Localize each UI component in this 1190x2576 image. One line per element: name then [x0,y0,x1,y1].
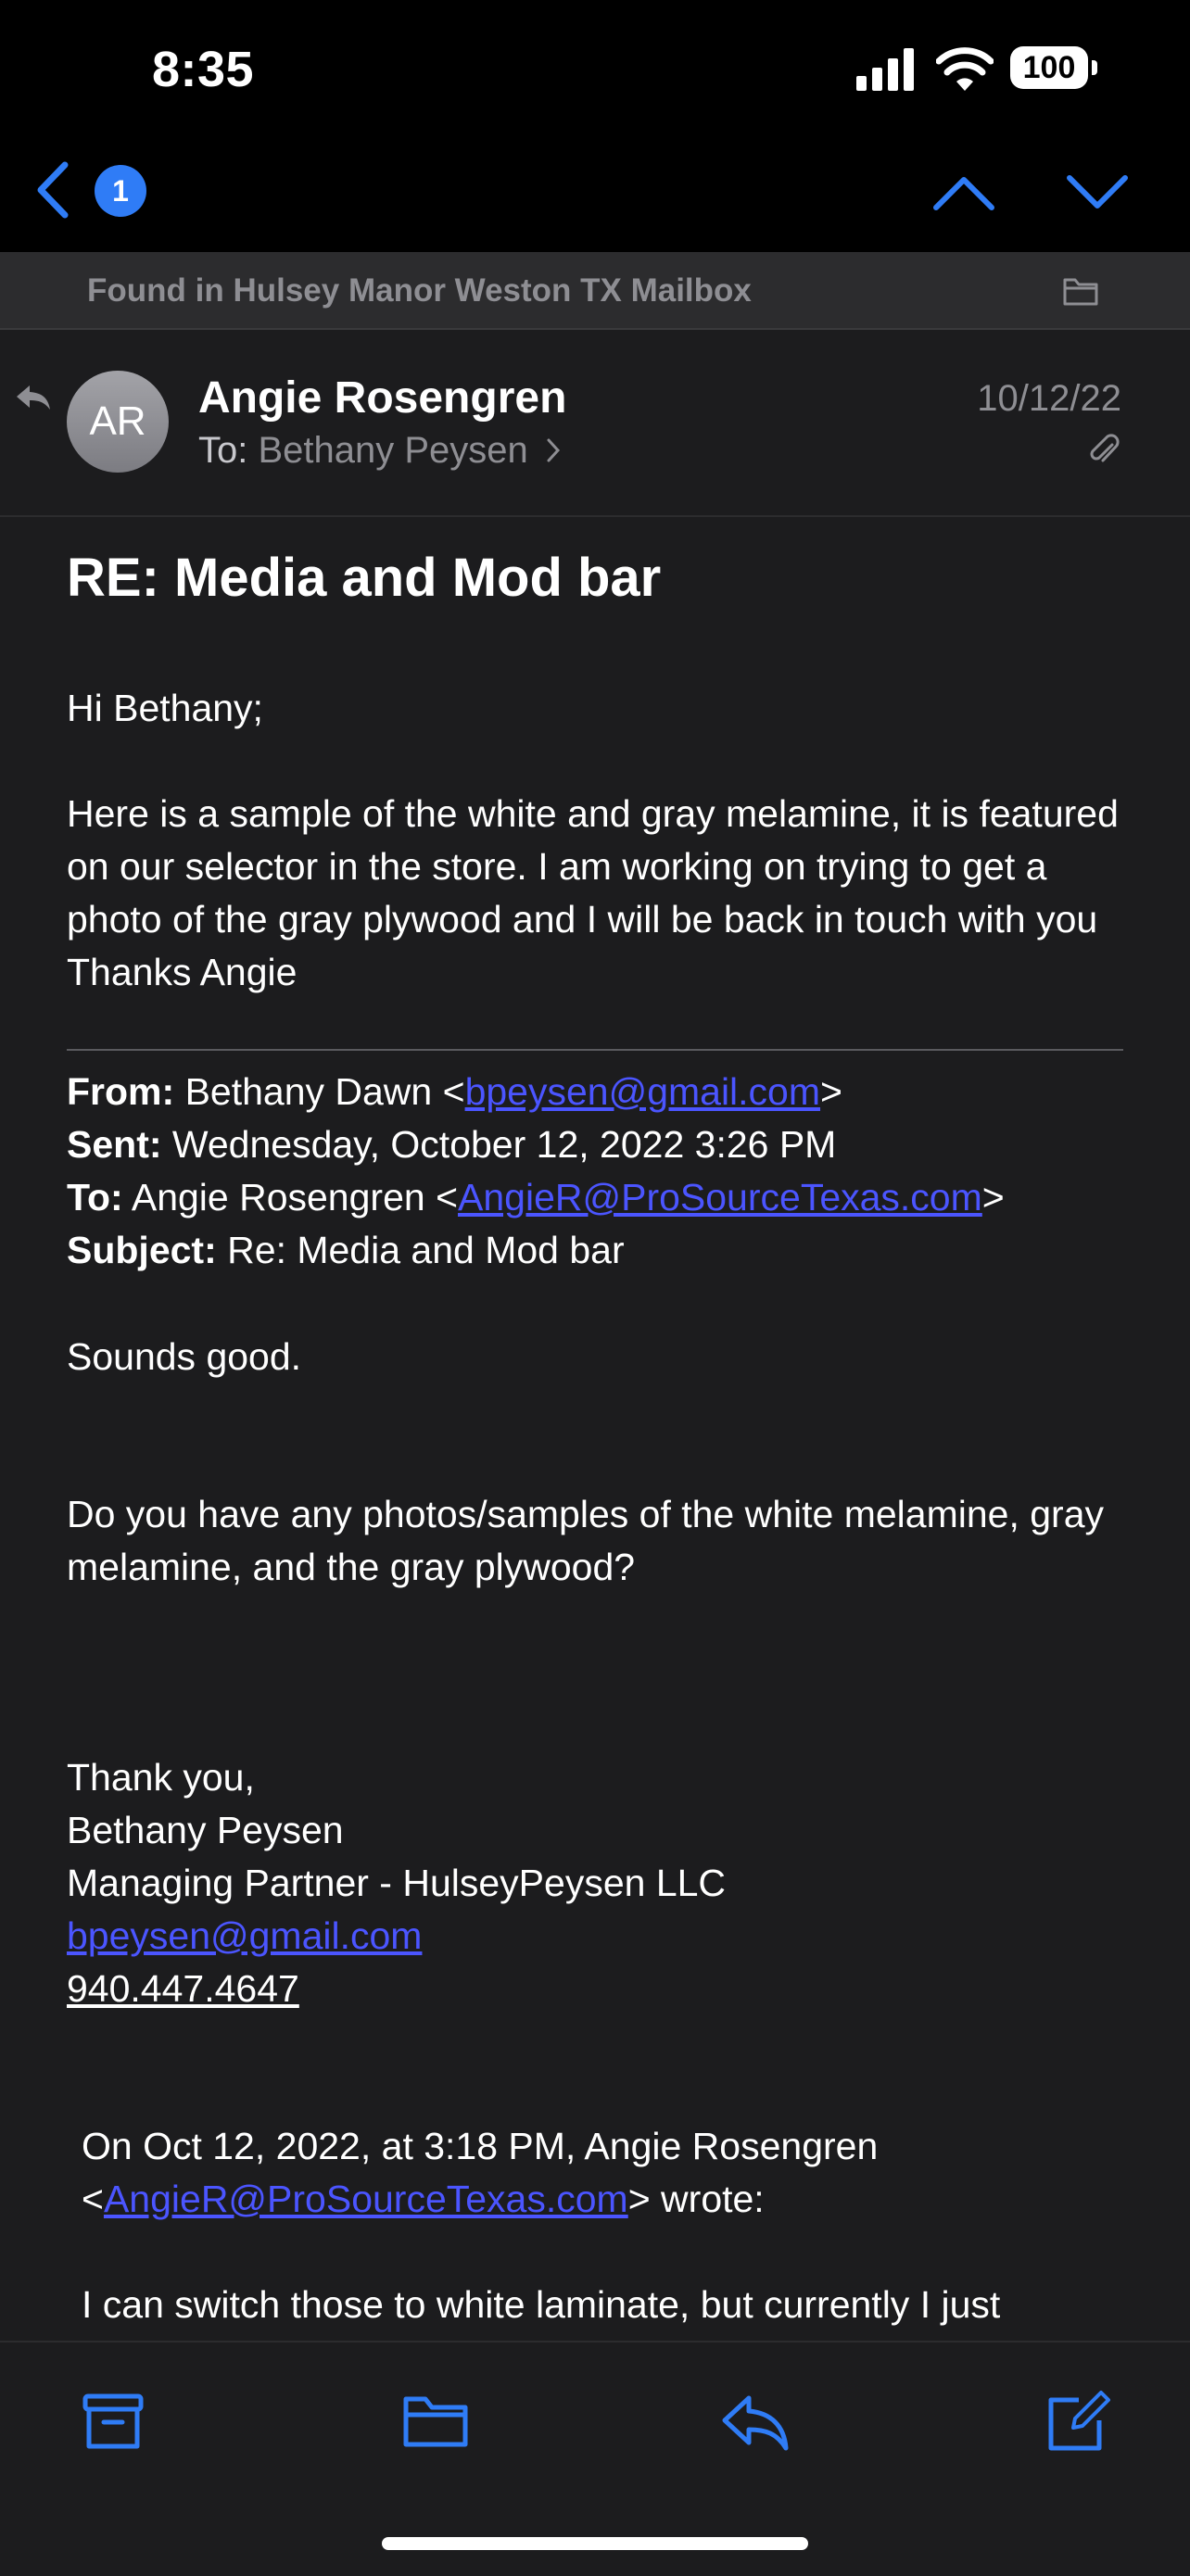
fwd-sent-label: Sent: [67,1123,162,1166]
mailbox-location-bar[interactable] [0,252,1190,330]
home-indicator[interactable] [382,2537,808,2550]
divider [67,1049,1123,1051]
quote-close: > wrote: [627,2178,765,2220]
next-message-icon[interactable] [1064,172,1131,213]
compose-icon[interactable] [1042,2389,1112,2454]
fwd-from-close: > [820,1070,842,1113]
body-paragraph: Here is a sample of the white and gray melamine, it is featured on our selector in the store. I am working on trying to get a photo of the gray plywood and I will be back in touch with you Thanks Angie [67,792,1119,993]
back-chevron-icon[interactable] [33,159,72,221]
greeting: Hi Bethany; [67,687,263,729]
quote-attribution-email-row [82,2173,1147,2226]
status-time: 8:35 [152,42,255,97]
top-bar [0,0,1190,252]
quoted-message [82,2120,1147,2331]
recipient-name[interactable]: Bethany Peysen [258,430,528,471]
fwd-from-name: Bethany Dawn < [184,1070,465,1113]
wifi-icon [936,44,994,91]
forwarded-headers [67,1066,1133,1277]
signature-thanks: Thank you, [67,1756,255,1799]
fwd-to-name: Angie Rosengren < [131,1176,459,1219]
reply-icon[interactable] [719,2389,790,2454]
battery-icon [1010,46,1099,91]
fwd-to-email-link[interactable]: AngieR@ProSourceTexas.com [458,1176,982,1219]
signature-title: Managing Partner - HulseyPeysen LLC [67,1862,727,1904]
message-header [0,330,1190,517]
attachment-paperclip-icon [1088,432,1120,469]
quote-text: I can switch those to white laminate, but currently I just [82,2283,1001,2326]
recipient-row[interactable] [198,430,563,472]
cellular-signal-icon [856,48,916,91]
quote-email-link[interactable]: AngieR@ProSourceTexas.com [103,2178,628,2220]
signature [67,1751,1133,2015]
signature-phone-link[interactable]: 940.447.4647 [67,1967,299,2010]
battery-level: 100 [1010,46,1088,89]
unread-count-badge[interactable]: 1 [95,165,146,217]
message-date: 10/12/22 [977,378,1121,419]
quote-attribution: On Oct 12, 2022, at 3:18 PM, Angie Rosengren [82,2125,879,2167]
to-label: To: [198,430,248,471]
fwd-to-close: > [981,1176,1005,1219]
signature-email-link[interactable]: bpeysen@gmail.com [67,1914,423,1957]
fwd-from-row [67,1066,1133,1118]
fwd-to-label: To: [67,1176,123,1219]
fwd-from-email-link[interactable]: bpeysen@gmail.com [464,1070,821,1113]
fwd-sent-row [67,1118,1133,1171]
mailbox-location-label: Found in Hulsey Manor Weston TX Mailbox [87,272,752,309]
question-text: Do you have any photos/samples of the white melamine, gray melamine, and the gray plywood? [67,1493,1104,1588]
fwd-subject-value: Re: Media and Mod bar [227,1229,625,1271]
fwd-subject-label: Subject: [67,1229,217,1271]
quote-open: < [82,2178,104,2220]
fwd-sent-value: Wednesday, October 12, 2022 3:26 PM [171,1123,837,1166]
fwd-subject-row [67,1224,1133,1277]
fwd-to-row [67,1171,1133,1224]
fwd-from-label: From: [67,1070,175,1113]
sounds-good-text: Sounds good. [67,1335,302,1378]
replied-indicator-icon [15,382,52,413]
folder-icon[interactable] [1062,274,1099,308]
chevron-right-icon [544,436,563,464]
archive-icon[interactable] [78,2389,148,2454]
avatar[interactable]: AR [67,371,169,473]
folder-icon[interactable] [400,2389,471,2454]
message-subject: RE: Media and Mod bar [67,548,662,608]
sender-name[interactable]: Angie Rosengren [198,373,567,423]
previous-message-icon[interactable] [930,172,997,213]
signature-name: Bethany Peysen [67,1809,344,1851]
